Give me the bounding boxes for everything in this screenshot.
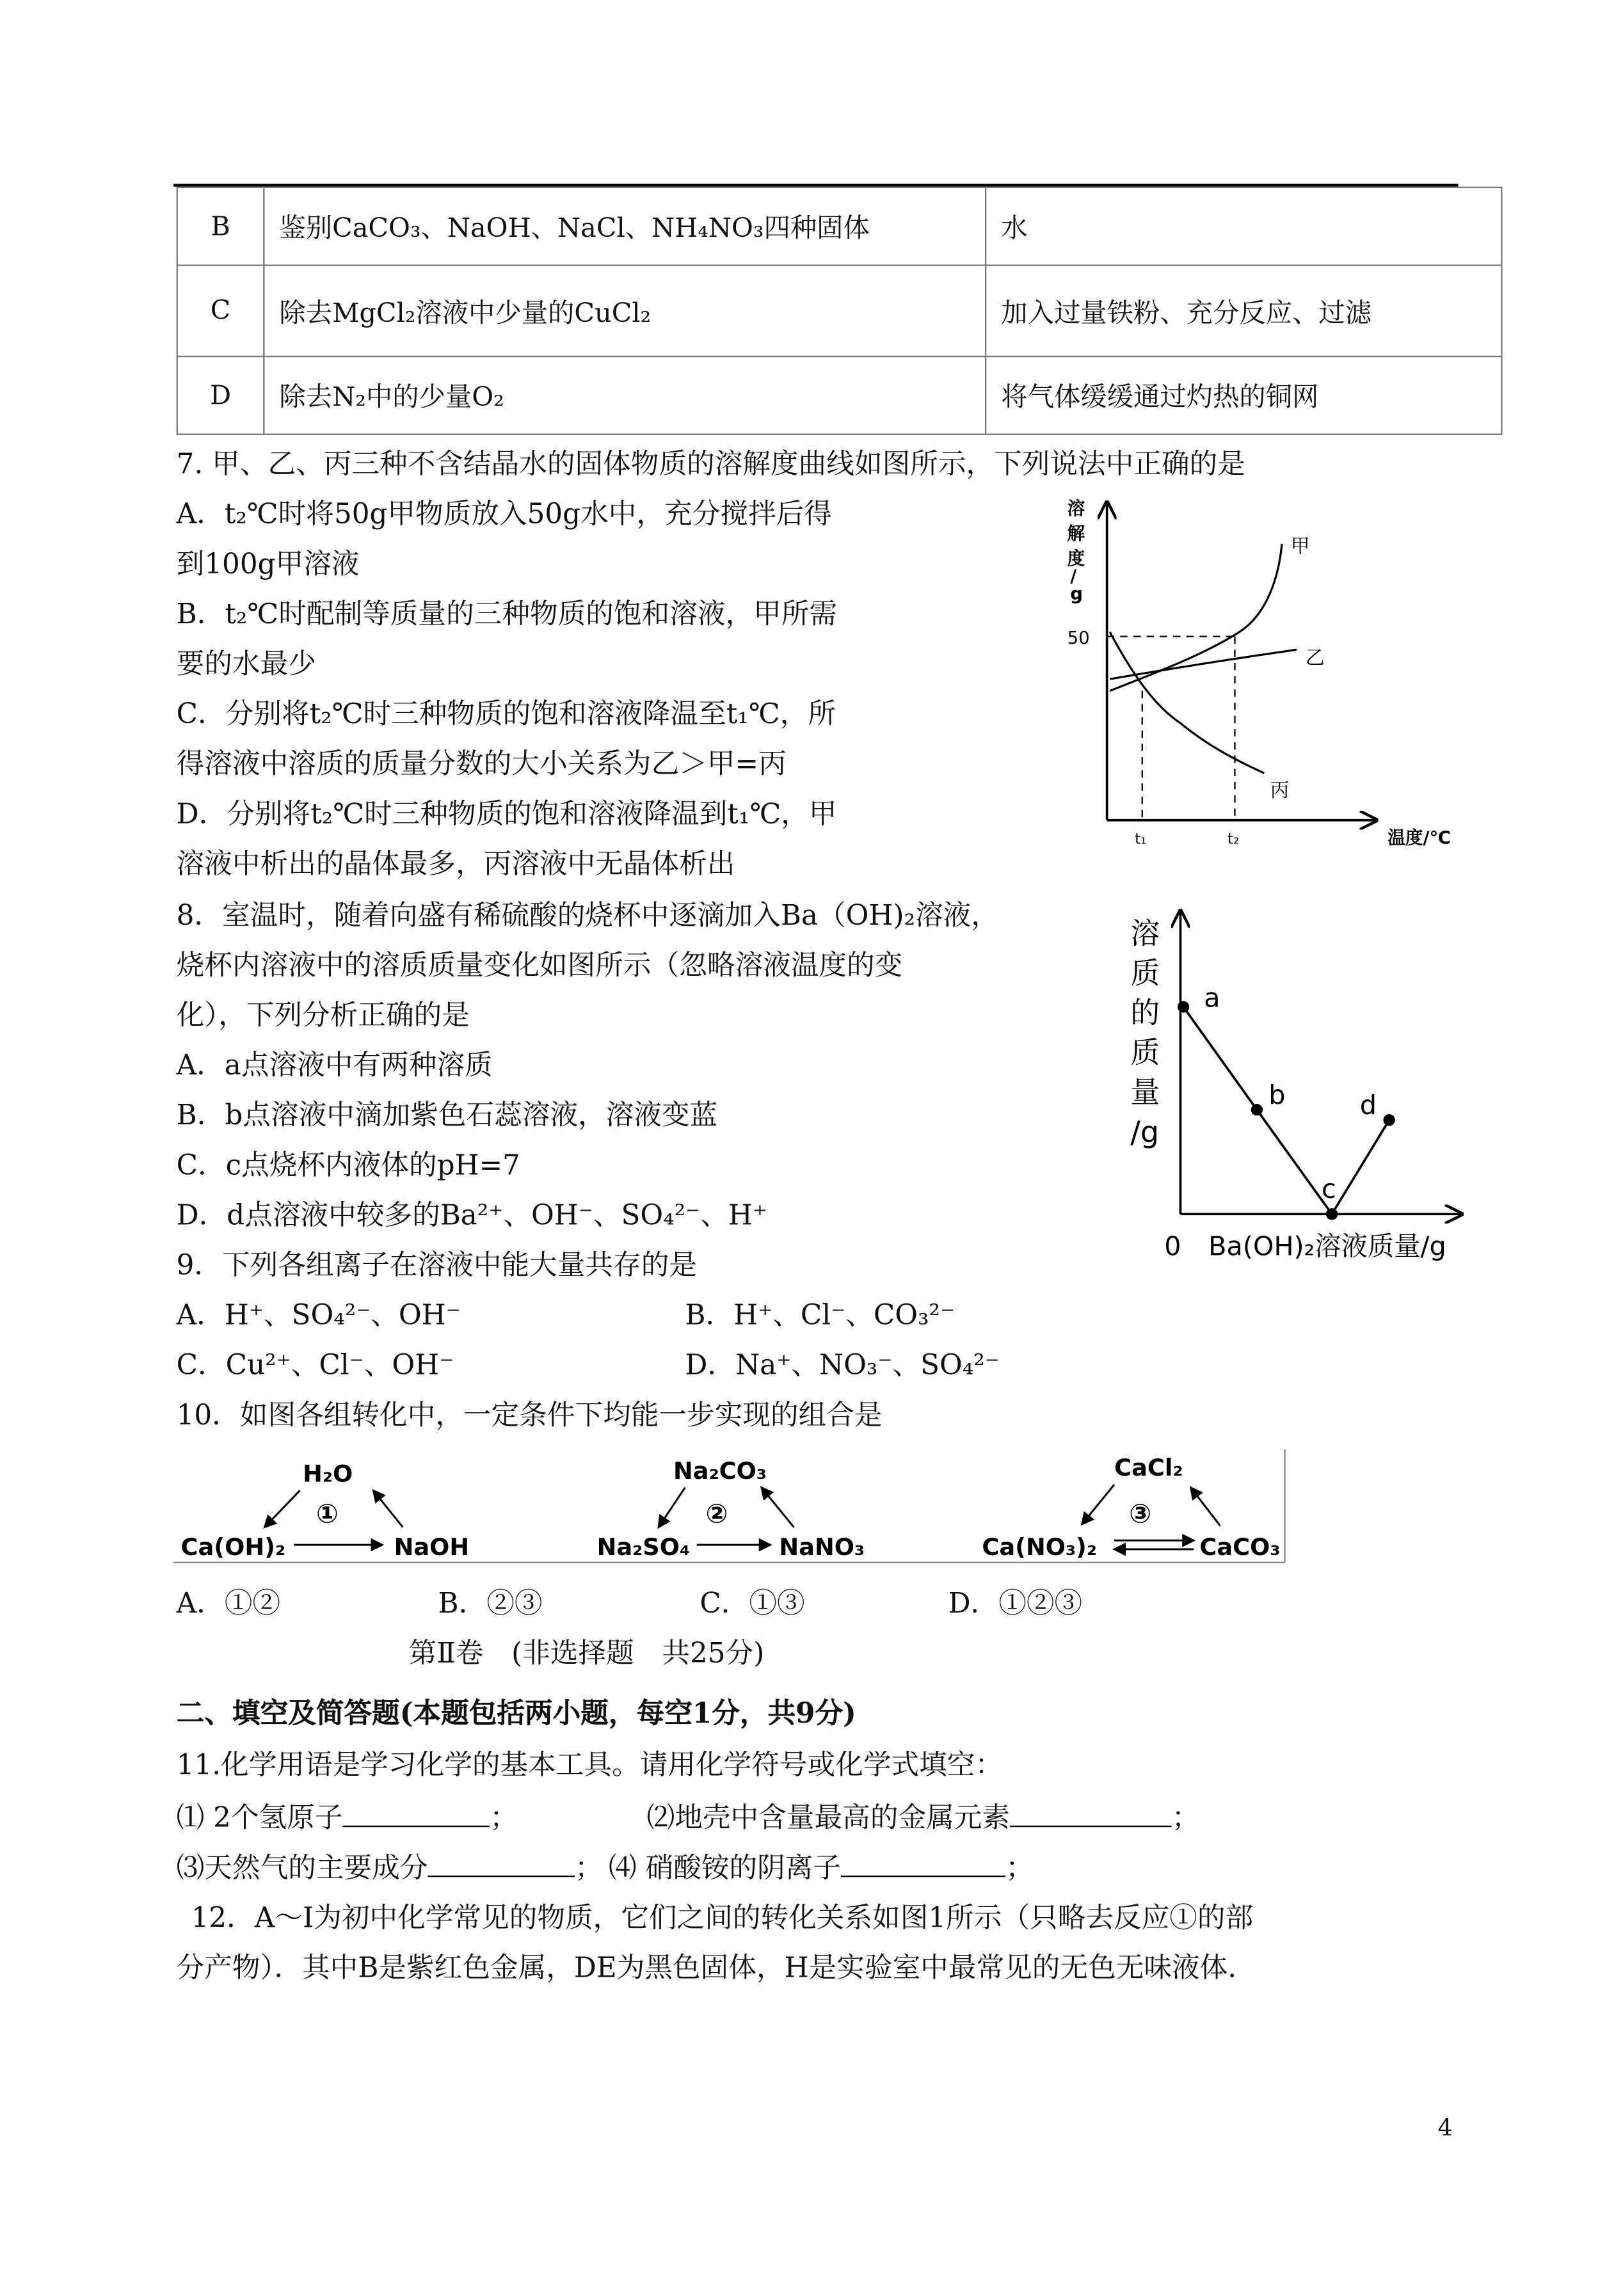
table-row <box>177 356 1502 434</box>
point-label-d: d <box>1359 1090 1377 1121</box>
options-table <box>177 187 1503 435</box>
semicolon: ； <box>1171 1802 1200 1835</box>
q8-stem: 化），下列分析正确的是 <box>176 999 470 1032</box>
q11-item-3: ⑶天然气的主要成分 <box>176 1852 428 1885</box>
conversion-group-1 <box>181 1460 470 1561</box>
q8-stem: 8．室温时，随着向盛有稀硫酸的烧杯中逐滴加入Ba（OH)₂溶液， <box>176 899 999 932</box>
section-heading: 二、填空及简答题(本题包括两小题，每空1分，共9分) <box>176 1698 856 1730</box>
point-c <box>1326 1208 1338 1220</box>
q8-stem: 烧杯内溶液中的溶质质量变化如图所示（忽略溶液温度的变 <box>176 949 903 982</box>
origin-label: 0 <box>1164 1231 1181 1262</box>
q8-option: D．d点溶液中较多的Ba²⁺、OH⁻、SO₄²⁻、H⁺ <box>176 1199 767 1232</box>
table-row <box>177 266 1502 356</box>
solubility-curve-figure <box>1044 485 1485 860</box>
q11-blank-row <box>647 1796 1200 1837</box>
semicolon: ； <box>575 1852 603 1885</box>
q11-item-2: ⑵地壳中含量最高的金属元素 <box>646 1802 1011 1835</box>
svg-text:质: 质 <box>1130 955 1160 991</box>
svg-text:Na₂CO₃: Na₂CO₃ <box>673 1456 767 1485</box>
q7-line: 要的水最少 <box>176 648 316 681</box>
svg-text:质: 质 <box>1130 1035 1160 1070</box>
q11-stem: 11.化学用语是学习化学的基本工具。请用化学符号或化学式填空： <box>176 1749 1003 1782</box>
svg-text:的: 的 <box>1130 995 1160 1030</box>
q9-option: B．H⁺、Cl⁻、CO₃²⁻ <box>685 1299 955 1332</box>
svg-text:g: g <box>1070 584 1083 605</box>
svg-text:CaCl₂: CaCl₂ <box>1114 1454 1183 1482</box>
x-tick-t2: t₂ <box>1227 831 1240 848</box>
row-key: B <box>177 187 264 266</box>
q12-line: 分产物）．其中B是紫红色金属，DE为黑色固体，H是实验室中最常见的无色无味液体. <box>176 1952 1237 1984</box>
svg-text:NaOH: NaOH <box>394 1533 470 1561</box>
svg-text:度: 度 <box>1067 548 1085 570</box>
q7-stem: 7. 甲、乙、丙三种不含结晶水的固体物质的溶解度曲线如图所示，下列说法中正确的是 <box>176 448 1245 481</box>
semicolon: ； <box>1005 1852 1034 1885</box>
q11-item-1: ⑴ 2个氢原子 <box>176 1802 343 1835</box>
svg-text:①: ① <box>316 1498 339 1529</box>
row-method: 除去N₂中的少量O₂ <box>264 356 986 434</box>
table-row <box>177 187 1502 266</box>
svg-text:Ca(NO₃)₂: Ca(NO₃)₂ <box>982 1533 1097 1561</box>
svg-text:量: 量 <box>1130 1074 1160 1110</box>
svg-text:溶: 溶 <box>1067 498 1085 519</box>
x-axis-label: 温度/℃ <box>1387 827 1451 849</box>
q11-blank-row <box>177 1796 518 1837</box>
q7-line: C．分别将t₂℃时三种物质的饱和溶液降温至t₁℃，所 <box>176 698 836 731</box>
q10-option: D．①②③ <box>948 1587 1083 1620</box>
q9-option: D．Na⁺、NO₃⁻、SO₄²⁻ <box>685 1349 1000 1382</box>
row-method: 除去MgCl₂溶液中少量的CuCl₂ <box>264 266 986 356</box>
svg-text:Na₂SO₄: Na₂SO₄ <box>596 1533 691 1561</box>
y-axis-label <box>1067 498 1085 604</box>
answer-blank[interactable] <box>841 1846 1005 1877</box>
data-line <box>1183 1007 1389 1214</box>
q9-stem: 9．下列各组离子在溶液中能大量共存的是 <box>176 1249 697 1282</box>
svg-text:/g: /g <box>1130 1114 1160 1149</box>
x-tick-t1: t₁ <box>1135 831 1147 848</box>
svg-text:/: / <box>1070 566 1077 587</box>
point-b <box>1251 1104 1263 1115</box>
svg-text:NaNO₃: NaNO₃ <box>779 1533 865 1561</box>
q10-stem: 10．如图各组转化中，一定条件下均能一步实现的组合是 <box>176 1399 883 1432</box>
q9-option: A．H⁺、SO₄²⁻、OH⁻ <box>176 1299 461 1332</box>
q8-option: C．c点烧杯内液体的pH=7 <box>176 1149 520 1182</box>
q10-option: B．②③ <box>438 1587 543 1620</box>
q11-item-4: ⑷ 硝酸铵的阴离子 <box>609 1852 842 1885</box>
curve-label-jia: 甲 <box>1290 535 1310 558</box>
semicolon: ； <box>490 1802 518 1835</box>
part2-title: 第Ⅱ卷 (非选择题 共25分) <box>408 1637 765 1670</box>
q7-line: B．t₂℃时配制等质量的三种物质的饱和溶液，甲所需 <box>176 598 838 631</box>
conversion-group-2 <box>597 1457 865 1561</box>
y-axis-label <box>1130 916 1160 1149</box>
curve-yi <box>1110 650 1297 679</box>
row-operation: 加入过量铁粉、充分反应、过滤 <box>986 266 1501 356</box>
q11-blank-row <box>177 1846 1034 1887</box>
answer-blank[interactable] <box>343 1796 490 1827</box>
curve-label-yi: 乙 <box>1305 647 1325 670</box>
svg-text:解: 解 <box>1067 523 1085 544</box>
x-axis-label: Ba(OH)₂溶液质量/g <box>1208 1231 1446 1262</box>
q8-option: B．b点溶液中滴加紫色石蕊溶液，溶液变蓝 <box>176 1099 718 1132</box>
q7-line: 到100g甲溶液 <box>176 548 360 581</box>
point-a <box>1178 1001 1189 1012</box>
row-method: 鉴别CaCO₃、NaOH、NaCl、NH₄NO₃四种固体 <box>264 187 986 266</box>
point-label-a: a <box>1204 982 1220 1014</box>
svg-text:CaCO₃: CaCO₃ <box>1199 1533 1281 1561</box>
conversion-group-3 <box>982 1454 1280 1561</box>
page-number: 4 <box>1437 2114 1453 2142</box>
q7-line: 溶液中析出的晶体最多，丙溶液中无晶体析出 <box>176 848 735 881</box>
q10-option: A．①② <box>176 1587 281 1620</box>
q12-line: 12．A～I为初中化学常见的物质，它们之间的转化关系如图1所示（只略去反应①的部 <box>191 1902 1254 1934</box>
curve-label-bing: 丙 <box>1270 779 1290 802</box>
svg-text:溶: 溶 <box>1130 916 1160 951</box>
row-operation: 水 <box>986 187 1501 266</box>
y-tick-50: 50 <box>1067 628 1090 649</box>
q9-option: C．Cu²⁺、Cl⁻、OH⁻ <box>176 1349 454 1382</box>
row-operation: 将气体缓缓通过灼热的铜网 <box>986 356 1501 434</box>
row-key: D <box>177 356 264 434</box>
q7-line: D．分别将t₂℃时三种物质的饱和溶液降温到t₁℃，甲 <box>176 798 837 831</box>
row-key: C <box>177 266 264 356</box>
q10-option: C．①③ <box>700 1587 805 1620</box>
point-d <box>1383 1114 1395 1126</box>
solute-mass-figure <box>1105 900 1487 1267</box>
q8-option: A．a点溶液中有两种溶质 <box>176 1049 493 1082</box>
point-label-c: c <box>1322 1174 1336 1205</box>
curve-bing <box>1110 632 1264 774</box>
svg-text:③: ③ <box>1129 1498 1152 1529</box>
conversion-diagram <box>173 1446 1293 1564</box>
point-label-b: b <box>1268 1080 1286 1111</box>
answer-blank[interactable] <box>428 1846 575 1877</box>
svg-text:Ca(OH)₂: Ca(OH)₂ <box>180 1533 285 1561</box>
answer-blank[interactable] <box>1010 1796 1172 1827</box>
curve-jia <box>1110 544 1282 691</box>
svg-text:H₂O: H₂O <box>303 1460 353 1488</box>
svg-text:②: ② <box>705 1498 728 1529</box>
q7-line: 得溶液中溶质的质量分数的大小关系为乙＞甲=丙 <box>176 748 787 781</box>
q7-line: A．t₂℃时将50g甲物质放入50g水中，充分搅拌后得 <box>176 498 832 531</box>
